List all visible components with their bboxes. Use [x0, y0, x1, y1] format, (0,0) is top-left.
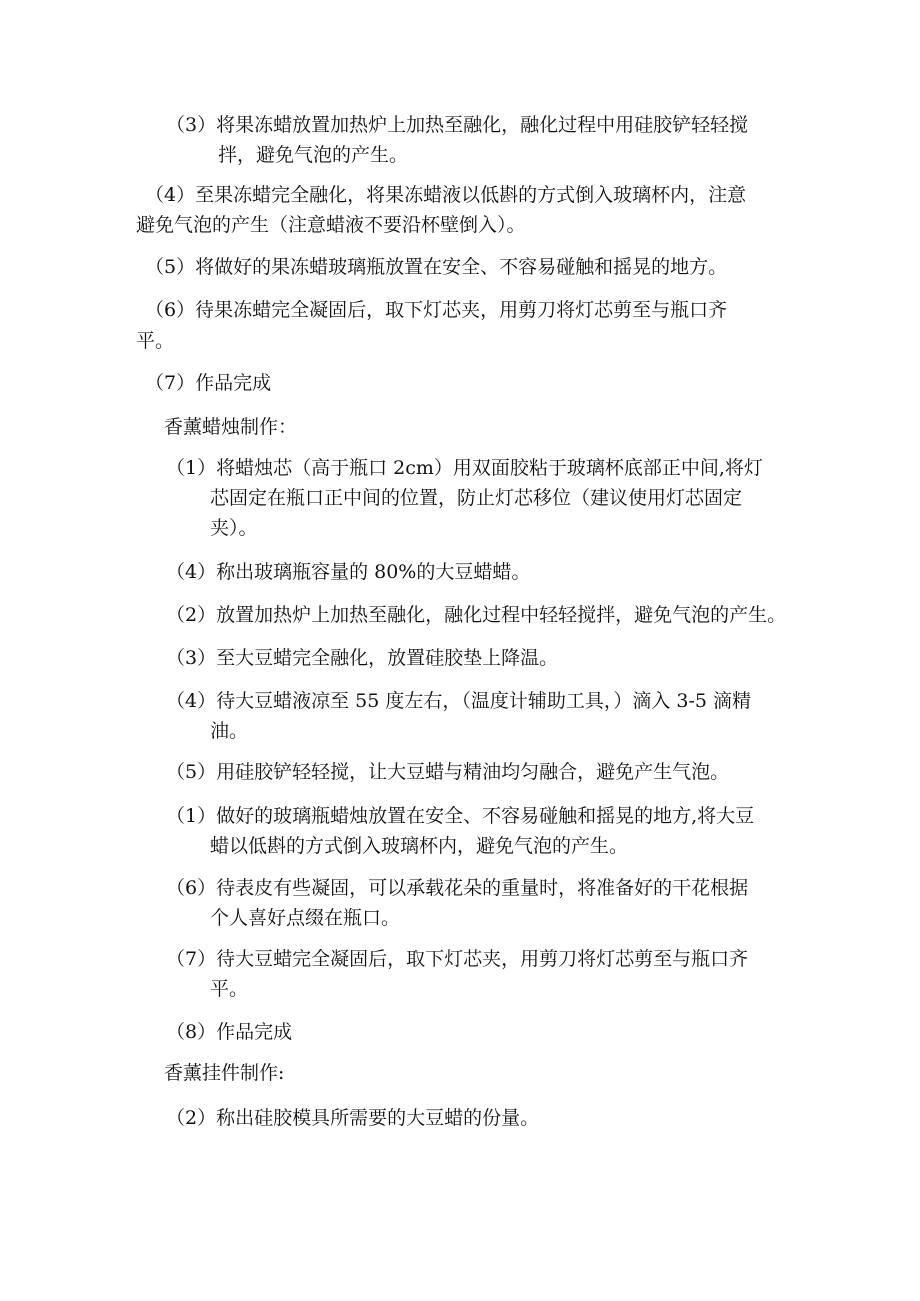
jelly-step5: （5）将做好的果冻蜡玻璃瓶放置在安全、不容易碰触和摇晃的地方。	[145, 256, 728, 278]
jelly-step3-line1: （3）将果冻蜡放置加热炉上加热至融化，融化过程中用硅胶铲轻轻搅	[166, 114, 749, 136]
jelly-step4-line1: （4）至果冻蜡完全融化，将果冻蜡液以低斟的方式倒入玻璃杯内，注意	[145, 184, 747, 206]
candle-step1-line1: （1）将蜡烛芯（高于瓶口 2cm）用双面胶粘于玻璃杯底部正中间,将灯	[166, 457, 763, 479]
candle-step4a: （4）称出玻璃瓶容量的 80%的大豆蜡蜡。	[166, 561, 531, 583]
candle-step5: （5）用硅胶铲轻轻搅，让大豆蜡与精油均匀融合，避免产生气泡。	[166, 761, 730, 783]
jelly-step7: （7）作品完成	[145, 372, 272, 394]
candle-step7-line1: （7）待大豆蜡完全凝固后，取下灯芯夹，用剪刀将灯芯剪至与瓶口齐	[166, 948, 749, 970]
candle-step6-line2: 个人喜好点缀在瓶口。	[210, 907, 401, 929]
candle-step2: （2）放置加热炉上加热至融化，融化过程中轻轻搅拌，避免气泡的产生。	[166, 604, 787, 626]
jelly-step3-line2: 拌，避免气泡的产生。	[218, 144, 409, 166]
candle-step8: （8）作品完成	[166, 1021, 293, 1043]
candle-step7-line2: 平。	[210, 978, 249, 1000]
candle-step1b-line2: 蜡以低斟的方式倒入玻璃杯内，避免气泡的产生。	[210, 835, 629, 857]
hanging-step2: （2）称出硅胶模具所需要的大豆蜡的份量。	[166, 1107, 540, 1129]
candle-step4b-line1: （4）待大豆蜡液凉至 55 度左右，（温度计辅助工具，）滴入 3-5 滴精	[166, 690, 752, 712]
jelly-step6-line2: 平。	[136, 330, 175, 352]
candle-step1-line2: 芯固定在瓶口正中间的位置，防止灯芯移位（建议使用灯芯固定	[210, 487, 743, 509]
candle-step4b-line2: 油。	[210, 720, 249, 742]
aroma-hanging-heading: 香薰挂件制作:	[164, 1062, 285, 1084]
jelly-step6-line1: （6）待果冻蜡完全凝固后，取下灯芯夹，用剪刀将灯芯剪至与瓶口齐	[145, 299, 728, 321]
candle-step6-line1: （6）待表皮有些凝固，可以承载花朵的重量时，将准备好的干花根据	[166, 877, 749, 899]
candle-step1-line3: 夹）。	[210, 517, 258, 539]
candle-step3: （3）至大豆蜡完全融化，放置硅胶垫上降温。	[166, 647, 559, 669]
jelly-step4-line2: 避免气泡的产生（注意蜡液不要沿杯壁倒入）。	[136, 214, 526, 236]
aroma-candle-heading: 香薰蜡烛制作：	[164, 416, 298, 438]
candle-step1b-line1: （1）做好的玻璃瓶蜡烛放置在安全、不容易碰触和摇晃的地方,将大豆	[166, 805, 755, 827]
